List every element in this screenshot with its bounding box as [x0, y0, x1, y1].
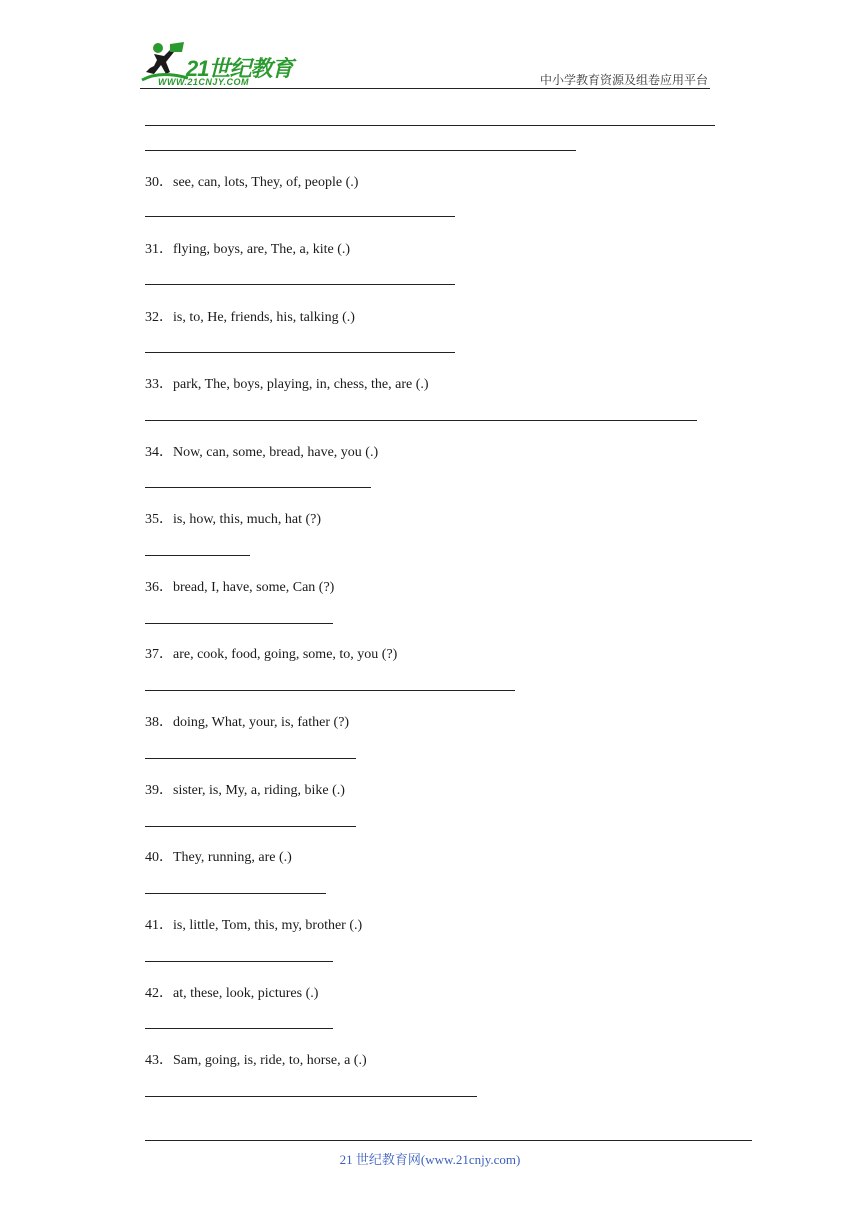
answer-line: [145, 758, 356, 759]
answer-line: [145, 826, 356, 827]
answer-line: [145, 1096, 477, 1097]
question-32: 32．is, to, He, friends, his, talking (.): [145, 310, 355, 325]
question-40: 40．They, running, are (.): [145, 850, 292, 865]
answer-line: [145, 284, 455, 285]
question-42: 42．at, these, look, pictures (.): [145, 986, 319, 1001]
question-43: 43．Sam, going, is, ride, to, horse, a (.): [145, 1053, 367, 1068]
answer-line: [145, 623, 333, 624]
platform-name: 中小学教育资源及组卷应用平台: [539, 73, 708, 87]
answer-line: [145, 893, 326, 894]
answer-line: [145, 487, 371, 488]
header-divider: [140, 88, 710, 89]
footer-text: 21 世纪教育网(www.21cnjy.com): [339, 1152, 521, 1167]
question-37: 37．are, cook, food, going, some, to, you (?): [145, 647, 398, 662]
question-30: 30．see, can, lots, They, of, people (.): [145, 175, 359, 190]
page-header: [0, 0, 860, 95]
answer-line: [145, 352, 455, 353]
answer-line: [145, 150, 576, 151]
footer-divider: [145, 1140, 752, 1141]
question-34: 34．Now, can, some, bread, have, you (.): [145, 445, 379, 460]
answer-line: [145, 216, 455, 217]
question-33: 33．park, The, boys, playing, in, chess, the, are (.): [145, 377, 429, 392]
logo: [140, 40, 310, 92]
question-38: 38．doing, What, your, is, father (?): [145, 715, 350, 730]
question-36: 36．bread, I, have, some, Can (?): [145, 580, 335, 595]
answer-line: [145, 420, 697, 421]
logo-text: 21世纪教育: [186, 56, 293, 81]
answer-line: [145, 555, 250, 556]
answer-line: [145, 125, 715, 126]
question-31: 31．flying, boys, are, The, a, kite (.): [145, 242, 351, 257]
answer-line: [145, 690, 515, 691]
logo-url: WWW.21CNJY.COM: [158, 77, 250, 87]
question-41: 41．is, little, Tom, this, my, brother (.): [145, 918, 363, 933]
answer-line: [145, 1028, 333, 1029]
question-35: 35．is, how, this, much, hat (?): [145, 512, 322, 527]
answer-line: [145, 961, 333, 962]
question-39: 39．sister, is, My, a, riding, bike (.): [145, 783, 345, 798]
